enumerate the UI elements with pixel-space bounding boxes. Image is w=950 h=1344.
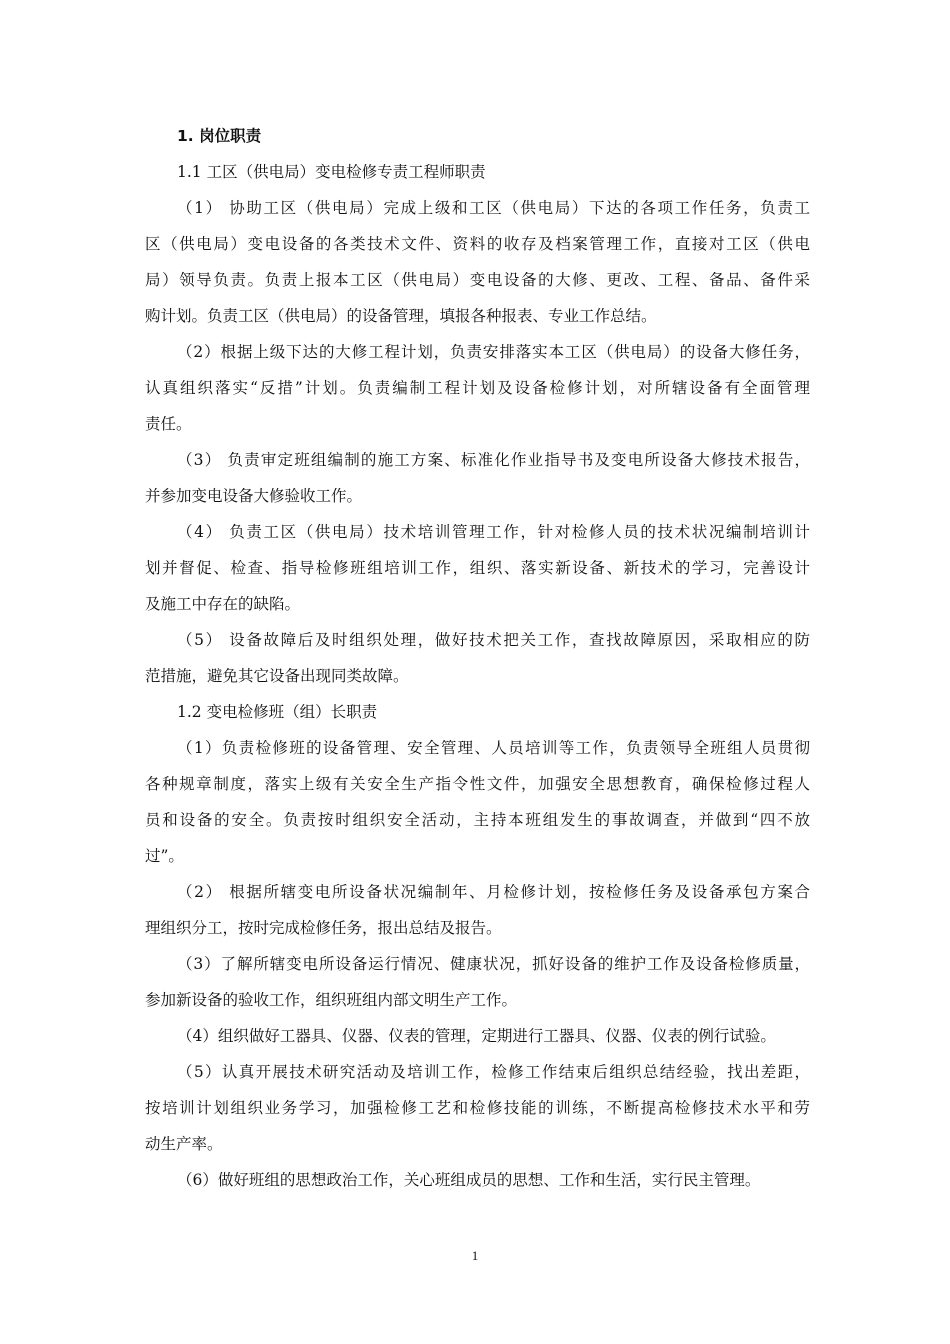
paragraph-line: 认真组织落实“反措”计划。负责编制工程计划及设备检修计划，对所辖设备有全面管理 bbox=[145, 379, 810, 397]
paragraph-line: （4）组织做好工器具、仪器、仪表的管理，定期进行工器具、仪器、仪表的例行试验。 bbox=[177, 1027, 776, 1045]
paragraph-line: 员和设备的安全。负责按时组织安全活动，主持本班组发生的事故调查，并做到“四不放 bbox=[145, 811, 810, 829]
paragraph-line: （5）认真开展技术研究活动及培训工作，检修工作结束后组织总结经验，找出差距， bbox=[177, 1063, 810, 1081]
paragraph-line: 区（供电局）变电设备的各类技术文件、资料的收存及档案管理工作，直接对工区（供电 bbox=[145, 235, 810, 253]
paragraph-line: 范措施，避免其它设备出现同类故障。 bbox=[145, 667, 409, 685]
document-body bbox=[145, 118, 810, 1198]
paragraph-line: 参加新设备的验收工作，组织班组内部文明生产工作。 bbox=[145, 991, 518, 1009]
section-title: 1. 岗位职责 bbox=[177, 127, 262, 145]
subsection-title-1-1: 1.1 工区（供电局）变电检修专责工程师职责 bbox=[177, 163, 486, 181]
paragraph-line: 按培训计划组织业务学习，加强检修工艺和检修技能的训练，不断提高检修技术水平和劳 bbox=[145, 1099, 810, 1117]
paragraph-line: 划并督促、检查、指导检修班组培训工作，组织、落实新设备、新技术的学习，完善设计 bbox=[145, 559, 810, 577]
paragraph-line: 各种规章制度，落实上级有关安全生产指令性文件，加强安全思想教育，确保检修过程人 bbox=[145, 775, 810, 793]
paragraph-line: （6）做好班组的思想政治工作，关心班组成员的思想、工作和生活，实行民主管理。 bbox=[177, 1171, 761, 1189]
paragraph-line: 及施工中存在的缺陷。 bbox=[145, 595, 301, 613]
paragraph-line: （2）根据上级下达的大修工程计划，负责安排落实本工区（供电局）的设备大修任务， bbox=[177, 343, 810, 361]
paragraph-line: 购计划。负责工区（供电局）的设备管理，填报各种报表、专业工作总结。 bbox=[145, 307, 657, 325]
paragraph-line: （5） 设备故障后及时组织处理，做好技术把关工作，查找故障原因，采取相应的防 bbox=[177, 631, 810, 649]
paragraph-line: 理组织分工，按时完成检修任务，报出总结及报告。 bbox=[145, 919, 502, 937]
subsection-title-1-2: 1.2 变电检修班（组）长职责 bbox=[177, 703, 378, 721]
paragraph-line: 并参加变电设备大修验收工作。 bbox=[145, 487, 363, 505]
paragraph-line: （4） 负责工区（供电局）技术培训管理工作，针对检修人员的技术状况编制培训计 bbox=[177, 523, 810, 541]
paragraph-line: 责任。 bbox=[145, 415, 192, 433]
paragraph-line: 过”。 bbox=[145, 847, 184, 865]
paragraph-line: 局）领导负责。负责上报本工区（供电局）变电设备的大修、更改、工程、备品、备件采 bbox=[145, 271, 810, 289]
paragraph-line: （2） 根据所辖变电所设备状况编制年、月检修计划，按检修任务及设备承包方案合 bbox=[177, 883, 810, 901]
page-number: 1 bbox=[471, 1248, 479, 1263]
paragraph-line: 动生产率。 bbox=[145, 1135, 223, 1153]
paragraph-line: （1）负责检修班的设备管理、安全管理、人员培训等工作，负责领导全班组人员贯彻 bbox=[177, 739, 810, 757]
paragraph-line: （1） 协助工区（供电局）完成上级和工区（供电局）下达的各项工作任务，负责工 bbox=[177, 199, 810, 217]
paragraph-line: （3）了解所辖变电所设备运行情况、健康状况，抓好设备的维护工作及设备检修质量， bbox=[177, 955, 810, 973]
paragraph-line: （3） 负责审定班组编制的施工方案、标准化作业指导书及变电所设备大修技术报告， bbox=[177, 451, 810, 469]
